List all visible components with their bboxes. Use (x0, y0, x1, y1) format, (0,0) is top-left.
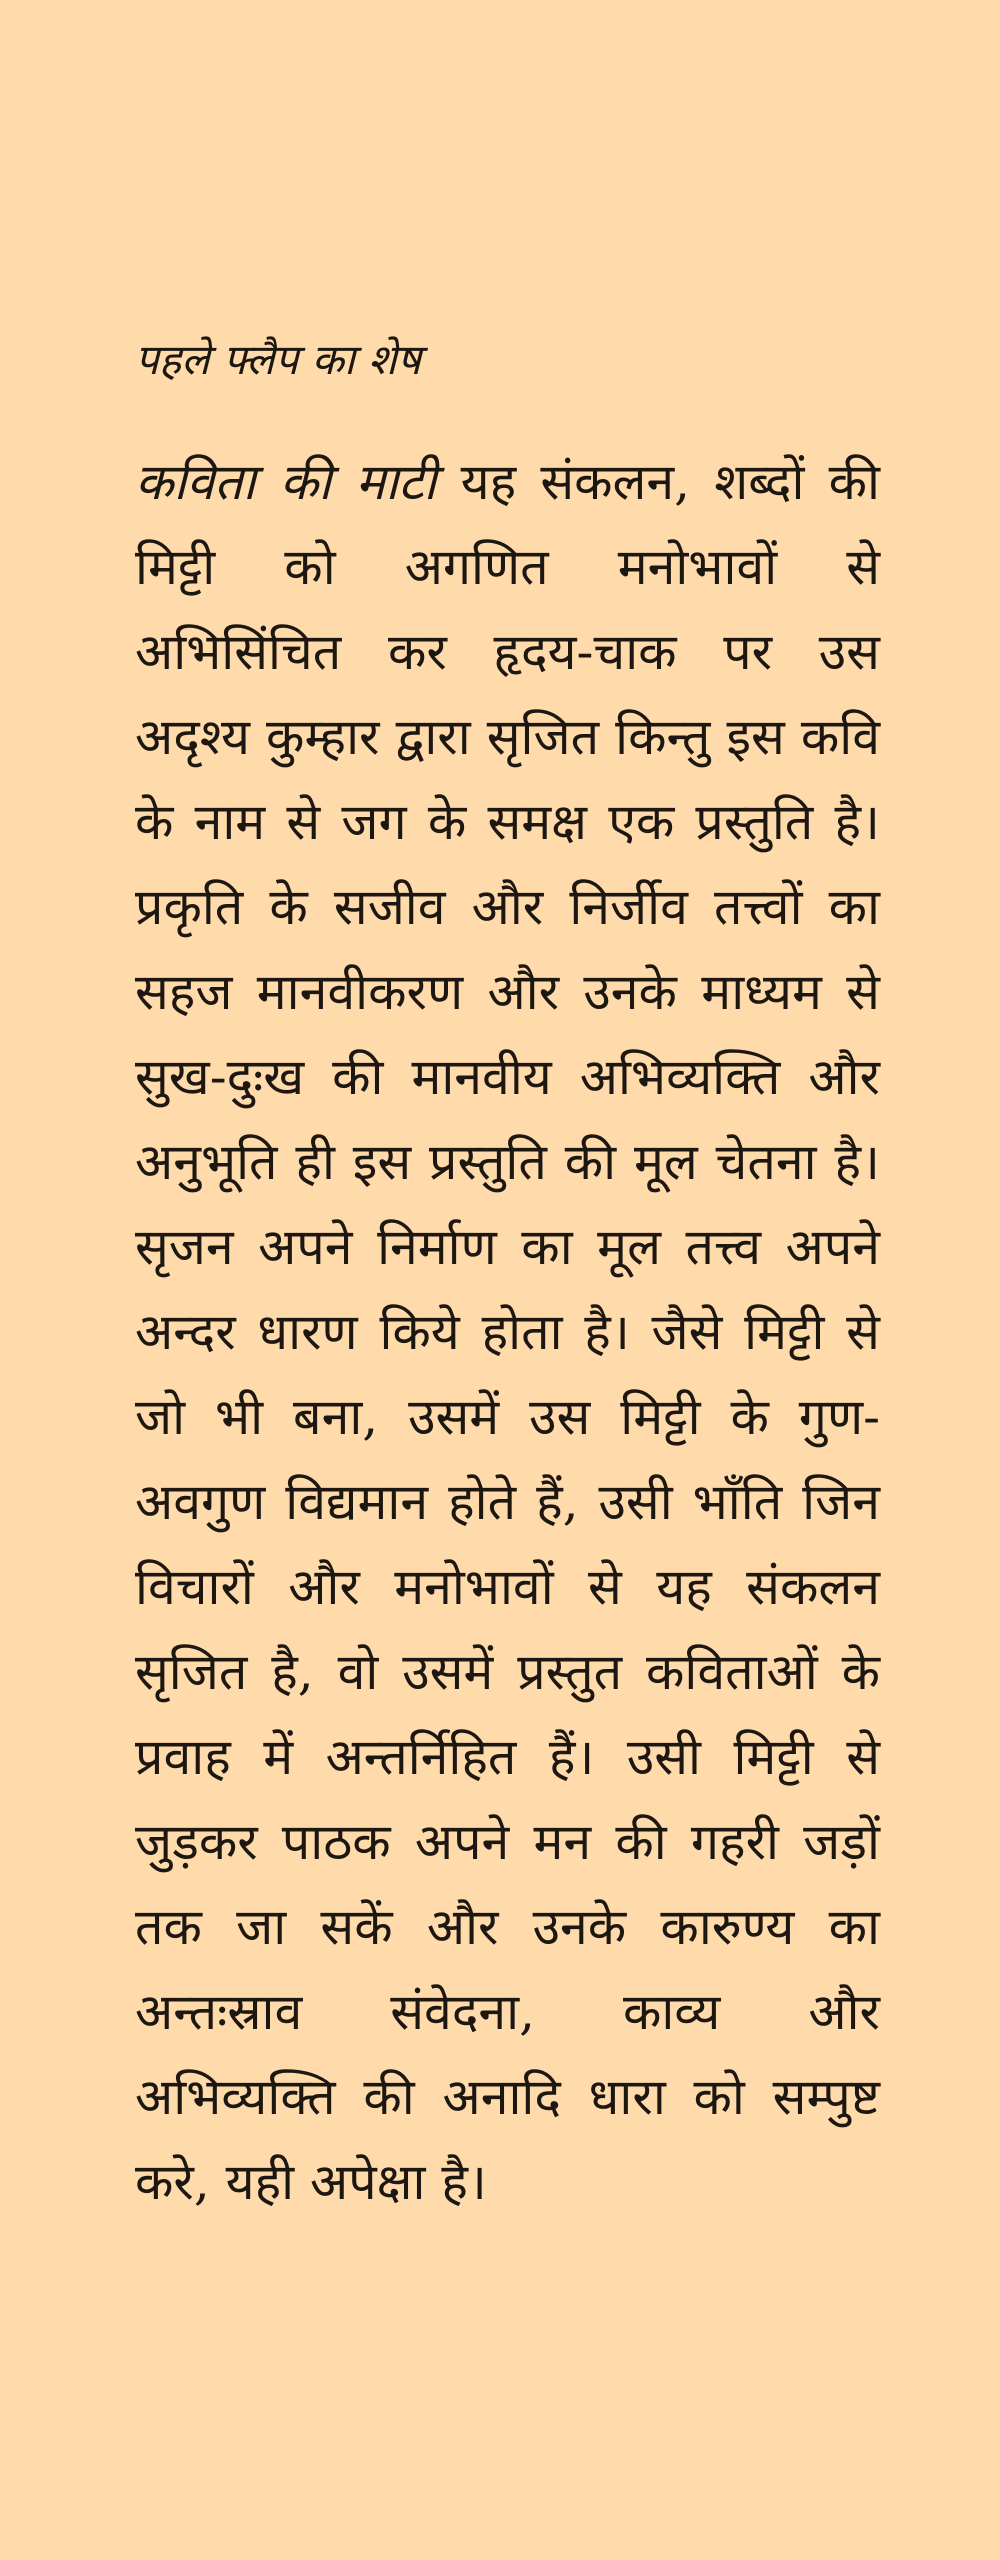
book-title-inline: कविता की माटी (135, 453, 437, 511)
flap-body-paragraph (135, 440, 880, 2225)
flap-continuation-heading: पहले फ्लैप का शेष (135, 335, 422, 384)
flap-paragraph-text: यह संकलन, शब्दों की मिट्टी को अगणित मनोभावों से अभिसिंचित कर हृदय-चाक पर उस अदृश्य कुम्हार द्वारा सृजित किन्तु इस कवि के नाम से जग के समक्ष एक प्रस्तुति है। प्रकृति के सजीव और निर्जीव तत्त्वों का सहज मानवीकरण और उनके माध्यम से सुख-दुःख की मानवीय अभिव्यक्ति और अनुभूति ही इस प्रस्तुति की मूल चेतना है। सृजन अपने निर्माण का मूल तत्त्व अपने अन्दर धारण किये होता है। जैसे मिट्टी से जो भी बना, उसमें उस मिट्टी के गुण-अवगुण विद्यमान होते हैं, उसी भाँति जिन विचारों और मनोभावों से यह संकलन सृजित है, वो उसमें प्रस्तुत कविताओं के प्रवाह में अन्तर्निहित हैं। उसी मिट्टी से जुड़कर पाठक अपने मन की गहरी जड़ों तक जा सकें और उनके कारुण्य का अन्तःस्राव संवेदना, काव्य और अभिव्यक्ति की अनादि धारा को सम्पुष्ट करे, यही अपेक्षा है। (135, 453, 880, 2211)
